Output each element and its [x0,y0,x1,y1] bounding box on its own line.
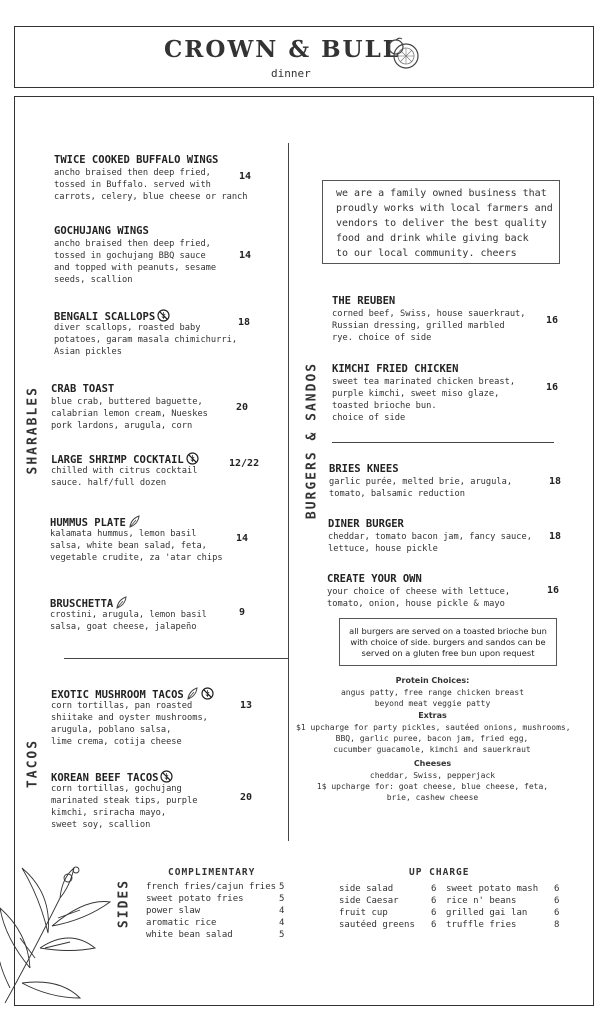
side-item-name: french fries/cajun fries [146,882,277,892]
menu-item-description: corn tortillas, pan roasted shiitake and oyster mushrooms, arugula, poblano salsa, lime crema, cotija cheese [51,701,208,747]
side-item-price: 4 [279,918,285,928]
menu-item-name-text: BENGALI SCALLOPS [54,311,156,323]
cheeses-text: cheddar, Swiss, pepperjack 1$ upcharge for: goat cheese, blue cheese, feta, brie, cashew cheese [316,771,549,802]
side-item-price: 8 [554,920,560,930]
side-item-price: 5 [279,882,285,892]
menu-item-name [329,463,399,475]
menu-item-price: 18 [549,476,562,487]
side-item-price: 6 [431,920,437,930]
menu-item-price: 16 [546,315,559,326]
menu-item-name-text: TWICE COOKED BUFFALO WINGS [54,154,219,166]
section-label-tacos: TACOS [25,738,41,789]
menu-item-description: cheddar, tomato bacon jam, fancy sauce, lettuce, house pickle [328,532,532,554]
cheeses-title: Cheeses [413,759,452,768]
menu-item-price: 20 [236,402,249,413]
upcharge-title: UP CHARGE [409,867,470,878]
menu-item-description: corned beef, Swiss, house sauerkraut, Russian dressing, grilled marbled rye. choice of side [332,309,526,343]
side-item-name: side salad [339,884,394,894]
side-item-price: 6 [431,896,437,906]
extras-text: $1 upcharge for party pickles, sautéed onions, mushrooms, BBQ, garlic puree, bacon jam, fried egg, cucumber guacamole, kimchi and sauerkraut [296,723,571,754]
menu-item-name [54,225,149,237]
side-item-name: fruit cup [339,908,388,918]
menu-item-price: 18 [549,531,562,542]
menu-item-description: blue crab, buttered baguette, calabrian lemon cream, Nueskes pork lardons, arugula, corn [51,397,208,431]
side-item-price: 5 [279,894,285,904]
menu-item-price: 9 [239,607,246,618]
menu-item-price: 16 [547,585,560,596]
menu-item-description: garlic purée, melted brie, arugula, tomato, balsamic reduction [329,477,513,499]
menu-item-name-text: EXOTIC MUSHROOM TACOS [51,689,184,701]
column-divider [288,143,289,841]
side-item-price: 6 [431,908,437,918]
protein-choices-text: angus patty, free range chicken breast beyond meat veggie patty [340,688,525,708]
menu-item-description: crostini, arugula, lemon basil salsa, goat cheese, jalapeño [50,610,207,632]
menu-item-name-text: BRUSCHETTA [50,598,114,610]
menu-item-description: ancho braised then deep fried, tossed in gochujang BBQ sauce and topped with peanuts, sesame seeds, scallion [54,239,217,285]
menu-item-price: 14 [239,171,252,182]
section-label-sides: SIDES [116,878,132,929]
menu-item-name-text: THE REUBEN [332,295,396,307]
protein-choices-title: Protein Choices: [395,676,470,685]
side-item-name: aromatic rice [146,918,217,928]
menu-item-name-text: KIMCHI FRIED CHICKEN [332,363,459,375]
side-item-name: rice n' beans [446,896,517,906]
menu-item-name [51,383,114,395]
menu-item-name-text: CREATE YOUR OWN [327,573,422,585]
menu-item-description: your choice of cheese with lettuce, tomato, onion, house pickle & mayo [327,587,511,609]
side-item-price: 4 [279,906,285,916]
section-label-burgers-sandos: BURGERS & SANDOS [304,361,320,520]
side-item-price: 6 [554,896,560,906]
menu-item-name [327,573,422,585]
menu-item-price: 20 [240,792,253,803]
menu-item-name-text: KOREAN BEEF TACOS [51,772,159,784]
side-item-price: 6 [554,908,560,918]
about-text: we are a family owned business that proudly works with local farmers and vendors to deliver the best quality food and drink while giving back to our local community. cheers [336,188,553,259]
menu-item-description: chilled with citrus cocktail sauce. half/full dozen [51,466,198,488]
menu-item-name-text: GOCHUJANG WINGS [54,225,149,237]
botanical-illustration-icon [0,838,120,1012]
side-item-name: side Caesar [339,896,399,906]
menu-item-name-text: LARGE SHRIMP COCKTAIL [51,454,184,466]
restaurant-name: CROWN & BULL [164,36,401,63]
section-label-sharables: SHARABLES [25,386,41,475]
menu-item-name [332,295,395,307]
side-item-name: sweet potato fries [146,894,244,904]
menu-item-description: kalamata hummus, lemon basil salsa, white bean salad, feta, vegetable crudite, za 'atar chips [50,529,223,563]
menu-item-price: 13 [240,700,253,711]
menu-item-description: sweet tea marinated chicken breast, purple kimchi, sweet miso glaze, toasted brioche bun. choice of side [332,377,516,423]
menu-item-price: 18 [238,317,251,328]
side-item-name: grilled gai lan [446,908,528,918]
menu-item-description: diver scallops, roasted baby potatoes, garam masala chimichurri, Asian pickles [54,323,238,357]
menu-item-price: 12/22 [229,458,260,469]
extras-title: Extras [418,711,447,720]
menu-item-name [328,518,404,530]
menu-item-name-text: DINER BURGER [328,518,404,530]
sandos-burgers-divider [332,442,554,443]
side-item-name: white bean salad [146,930,233,940]
menu-item-name [332,363,458,375]
citrus-icon [386,36,422,74]
menu-item-price: 14 [236,533,249,544]
menu-item-description: ancho braised then deep fried, tossed in Buffalo. served with carrots, celery, blue cheese or ranch [54,168,248,202]
side-item-price: 5 [279,930,285,940]
side-item-price: 6 [554,884,560,894]
menu-item-price: 16 [546,382,559,393]
complimentary-title: COMPLIMENTARY [168,867,256,878]
menu-item-name-text: HUMMUS PLATE [50,517,126,529]
sharables-tacos-divider [64,658,288,659]
menu-subtitle: dinner [271,67,311,80]
side-item-price: 6 [431,884,437,894]
side-item-name: sautéed greens [339,920,415,930]
burger-note-text: all burgers are served on a toasted brioche bun with choice of side. burgers and sandos can be served on a gluten free bun upon request [349,626,547,658]
side-item-name: sweet potato mash [446,884,539,894]
side-item-name: power slaw [146,906,201,916]
side-item-name: truffle fries [446,920,517,930]
menu-item-name [54,154,218,166]
menu-item-name-text: CRAB TOAST [51,383,115,395]
menu-item-description: corn tortillas, gochujang marinated steak tips, purple kimchi, sriracha mayo, sweet soy, scallion [51,784,198,830]
menu-item-name-text: BRIES KNEES [329,463,399,475]
menu-item-price: 14 [239,250,252,261]
